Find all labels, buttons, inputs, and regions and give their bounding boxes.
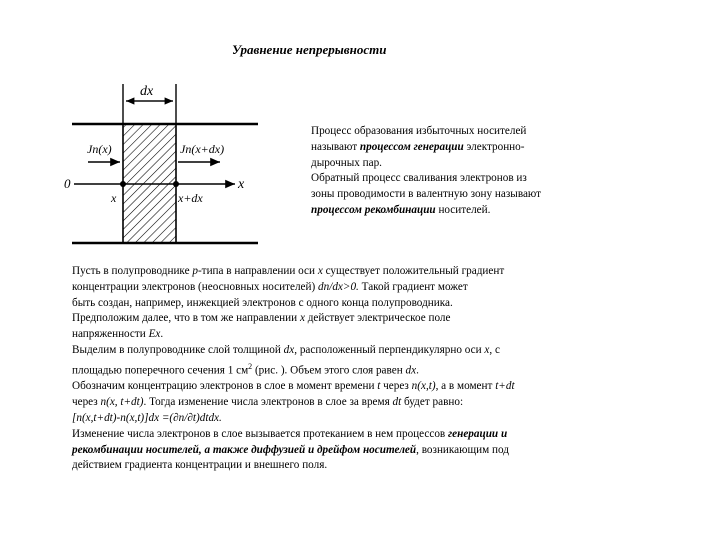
side-paragraph: Процесс образования избыточных носителей называют процессом генерации электронно- дырочных пар. Обратный процесс сваливания электронов из зоны проводимости в валентную зону называют процессом рекомбинации носителей. bbox=[311, 125, 542, 216]
term-recombination: процессом рекомбинации bbox=[311, 203, 436, 216]
dx-label: dx bbox=[140, 84, 154, 99]
jn-left-label: Jn(x) bbox=[87, 142, 112, 156]
jn-right-label: Jn(x+dx) bbox=[180, 142, 225, 156]
point-x-dx-dot bbox=[173, 181, 179, 187]
point-x-label: x bbox=[111, 191, 117, 205]
equation: [n(x,t+dt)-n(x,t)]dx =(∂n/∂t)dtdx. bbox=[72, 411, 222, 424]
point-x-dx-label: x+dx bbox=[178, 191, 203, 205]
origin-label: 0 bbox=[64, 176, 71, 191]
term-generation: процессом генерации bbox=[359, 140, 464, 153]
page-title: Уравнение непрерывности bbox=[232, 42, 387, 57]
axis-x-label: x bbox=[238, 177, 245, 192]
continuity-figure bbox=[60, 80, 300, 250]
point-x-dot bbox=[120, 181, 126, 187]
main-paragraph: Пусть в полупроводнике p-типа в направлении оси x существует положительный градиент концентрации электронов (неосновных носителей) dn/dx>0. Такой градиент может быть создан, например, инжекцией электронов с одного конца полупроводника. Предположим далее, что в том же направлении x действует электрическое поле напряженности Ex. Выделим в полупроводнике слой толщиной dx, расположенный перпендикулярно оси x, с площадью поперечного сечения 1 $см^2$ (рис. ). Объем этого слоя равен dx. Обозначим концентрацию электронов в слое в момент времени t через n(x,t), а в момент t+dt через n(x, t+dt). Тогда изменение числа электронов в слое за время dt будет равно: [n(x,t+dt)-n(x,t)]dx =(∂n/∂t)dtdx. Изменение числа электронов в слое вызывается протеканием в нем процессов генерации и рекомбинации носителей, а также диффузией и дрейфом носителей, возникающим под действием градиента концентрации и внешнего поля. bbox=[72, 265, 515, 472]
